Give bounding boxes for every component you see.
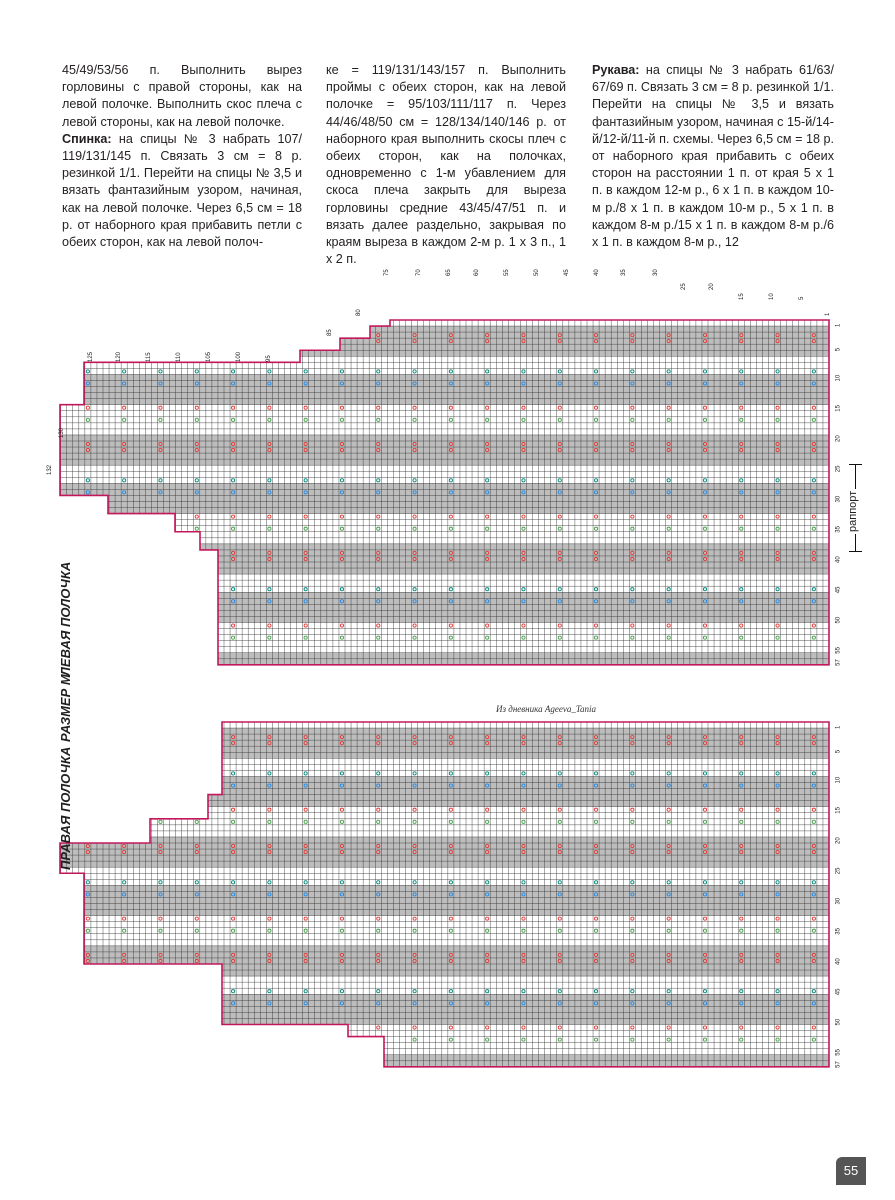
chart-row-bg [150,825,829,831]
rapport-label: раппорт [847,490,859,532]
column-label: 30 [653,269,659,276]
chart-row-bg [218,635,829,641]
chart-row-bg [60,465,829,471]
column-label: 50 [534,269,540,276]
column-label: 85 [327,329,333,336]
chart-row-bg [218,641,829,647]
chart-row-bg [218,568,829,574]
chart-row-bg [60,411,829,417]
chart-row-bg [218,659,829,665]
column-label: 132 [47,464,53,475]
chart-row-bg [208,801,829,807]
row-label: 5 [835,749,842,754]
row-label: 25 [835,465,842,473]
row-label: 1 [835,725,842,730]
column-label: 125 [88,351,94,362]
chart-row-bg [108,495,829,501]
chart-row-bg [108,502,829,508]
rapport-marker [845,464,867,552]
column-label: 95 [266,355,272,362]
column-label: 60 [474,269,480,276]
chart-row-bg [218,580,829,586]
chart-left-front [60,320,829,665]
chart-row-bg [84,399,829,405]
column-label: 70 [416,269,422,276]
chart-row-bg [84,922,829,928]
chart-row-bg [84,374,829,380]
row-label: 45 [835,586,842,594]
row-label: 50 [835,1018,842,1026]
chart-row-bg [222,1012,829,1018]
chart-row-bg [150,819,829,825]
row-label: 30 [835,897,842,905]
chart-row-bg [60,843,829,849]
chart-row-bg [370,332,829,338]
chart-row-bg [84,910,829,916]
chart-row-bg [218,653,829,659]
row-label: 15 [835,405,842,412]
chart-row-bg [218,598,829,604]
paragraph-sleeves-body: на спицы № 3 набрать 61/63/ 67/69 п. Связать 3 см = 8 р. резинкой 1/1. Перейти на спицы № 3,5 и вязать фантазийным узором, начиная с 15-й/14-й/12-й/11-й п. схемы. Через 6,5 см = 18 р. от наборного края прибавить с обеих сторон на расстоянии 1 п. от края 5 х 1 п. в каждом 12-м р., 6 х 1 п. в каждом 10-м р./8 х 1 п. в каждом 10-м р., 5 х 1 п. в каждом 8-м р./15 х 1 п. в каждом 8-м р./6 х 1 п. в каждом 8-м р., 12 [592,63,834,250]
chart-row-bg [60,483,829,489]
column-label: 100 [236,351,242,362]
row-label: 15 [835,807,842,814]
row-label: 40 [835,958,842,965]
column-label: 55 [504,269,510,276]
paragraph: 45/49/53/56 п. Выполнить вырез горловины с правой стороны, как на левой полочке. Выполнить скос плеча с левой стороны, как на левой полочке. [62,63,302,129]
chart-row-bg [60,435,829,441]
chart-row-bg [218,647,829,653]
chart-row-bg [175,520,829,526]
chart-row-bg [60,417,829,423]
chart-row-bg [222,970,829,976]
chart-row-bg [60,459,829,465]
column-label: 40 [594,269,600,276]
chart-row-bg [60,441,829,447]
chart-row-bg [84,940,829,946]
column-label: 35 [621,269,627,276]
chart-row-bg [222,758,829,764]
label-left-front: ЛЕВАЯ ПОЛОЧКА [58,561,73,676]
chart-row-bg [218,623,829,629]
row-label: 50 [835,616,842,624]
chart-row-bg [222,789,829,795]
column-label: 1 [825,312,831,316]
chart-row-bg [60,489,829,495]
row-label: 45 [835,988,842,996]
row-label: 10 [835,776,842,784]
chart-row-bg [60,867,829,873]
paragraph: ке = 119/131/143/157 п. Выполнить проймы с обеих сторон, как на левой полочке = 95/103/111/117 п. Через 44/46/48/50 см = 128/134/140/146 р. от наборного края выполнить скосы плеч с обеих сторон, как на полочках, одновременно с 1-м убавлением для скоса плеча закрыть для выреза горловины средние 43/45/47/51 п. и вязать далее раздельно, закрывая по краям выреза в каждом 2-м р. 1 х 3 п., 1 х 2 п. [326,63,566,267]
chart-row-bg [222,964,829,970]
chart-row-bg [84,958,829,964]
chart-row-bg [370,326,829,332]
chart-row-bg [218,556,829,562]
column-label: 15 [739,293,745,300]
rapport-cap-bottom [849,551,862,552]
chart-row-bg [222,752,829,758]
row-label: 25 [835,867,842,875]
chart-row-bg [84,897,829,903]
row-label: 55 [835,1049,842,1056]
chart-row-bg [60,423,829,429]
chart-row-bg [222,1006,829,1012]
chart-row-bg [60,855,829,861]
column-label: 75 [384,269,390,276]
chart-row-bg [222,728,829,734]
heading-back: Спинка: [62,131,112,146]
column-label: 25 [681,283,687,290]
row-label: 20 [835,435,842,442]
row-label: 30 [835,495,842,503]
chart-row-bg [208,795,829,801]
chart-row-bg [84,891,829,897]
chart-row-bg [348,1031,829,1037]
chart-row-bg [222,994,829,1000]
chart-row-bg [84,873,829,879]
chart-row-bg [222,1018,829,1024]
paragraph-back-body: на спицы № 3 набрать 107/ 119/131/145 п. Связать 3 см = 8 р. резинкой 1/1. Перейти на спицы № 3,5 и вязать фантазийным узором, начиная, как на левой полочке. Через 6,5 см = 18 р. от наборного края прибавить петли с обеих сторон, как на левой полоч- [62,131,302,250]
chart-row-bg [150,837,829,843]
chart-row-bg [175,526,829,532]
chart-row-bg [300,350,829,356]
chart-row-bg [84,904,829,910]
chart-row-bg [84,387,829,393]
chart-row-bg [60,471,829,477]
chart-row-bg [218,592,829,598]
row-label: 55 [835,647,842,654]
chart-row-bg [84,952,829,958]
row-label: 5 [835,347,842,352]
chart-row-bg [208,813,829,819]
chart-row-bg [218,610,829,616]
credit-text: Из дневника Ageeva_Tania [496,704,597,714]
chart-row-bg [218,604,829,610]
chart-row-bg [84,381,829,387]
column-label: 5 [799,296,805,300]
column-label: 45 [564,269,570,276]
row-label: 57 [835,659,842,666]
chart-row-bg [222,722,829,728]
column-label: 80 [356,309,362,316]
row-label: 35 [835,928,842,935]
chart-row-bg [218,616,829,622]
chart-row-bg [218,629,829,635]
chart-row-bg [390,320,829,326]
row-label: 57 [835,1061,842,1068]
page-number: 55 [836,1157,866,1185]
chart-row-bg [222,976,829,982]
chart-row-bg [222,776,829,782]
chart-row-bg [60,429,829,435]
row-label: 1 [835,323,842,328]
row-label: 20 [835,837,842,844]
chart-row-bg [84,362,829,368]
chart-row-bg [218,562,829,568]
chart-row-bg [84,916,829,922]
column-label: 65 [446,269,452,276]
chart-row-bg [108,508,829,514]
column-label: 115 [146,352,152,362]
chart-row-bg [208,807,829,813]
column-label: 120 [116,351,122,362]
chart-row-bg [218,574,829,580]
column-label: 130 [59,427,65,438]
chart-row-bg [60,453,829,459]
chart-row-bg [340,344,829,350]
chart-row-bg [84,393,829,399]
row-label: 40 [835,556,842,563]
chart-row-bg [60,447,829,453]
label-size: РАЗМЕР М [58,674,73,742]
chart-row-bg [84,934,829,940]
chart-row-bg [60,405,829,411]
chart-row-bg [222,746,829,752]
chart-row-bg [222,764,829,770]
chart-row-bg [84,879,829,885]
chart-row-bg [218,586,829,592]
heading-sleeves: Рукава: [592,63,640,77]
chart-row-bg [150,831,829,837]
chart-right-front [60,722,829,1067]
chart-row-bg [348,1025,829,1031]
row-label: 35 [835,526,842,533]
chart-row-bg [175,514,829,520]
label-right-front: ПРАВАЯ ПОЛОЧКА [58,746,73,870]
chart-row-bg [84,946,829,952]
chart-row-bg [60,861,829,867]
chart-row-bg [84,368,829,374]
column-label: 20 [709,283,715,290]
chart-row-bg [84,885,829,891]
chart-row-bg [60,477,829,483]
chart-row-bg [300,356,829,362]
row-label: 10 [835,374,842,382]
column-label: 105 [206,351,212,362]
column-label: 10 [769,293,775,300]
chart-row-bg [218,550,829,556]
chart-row-bg [222,982,829,988]
chart-row-bg [84,928,829,934]
column-label: 110 [176,352,182,362]
chart-row-bg [60,849,829,855]
